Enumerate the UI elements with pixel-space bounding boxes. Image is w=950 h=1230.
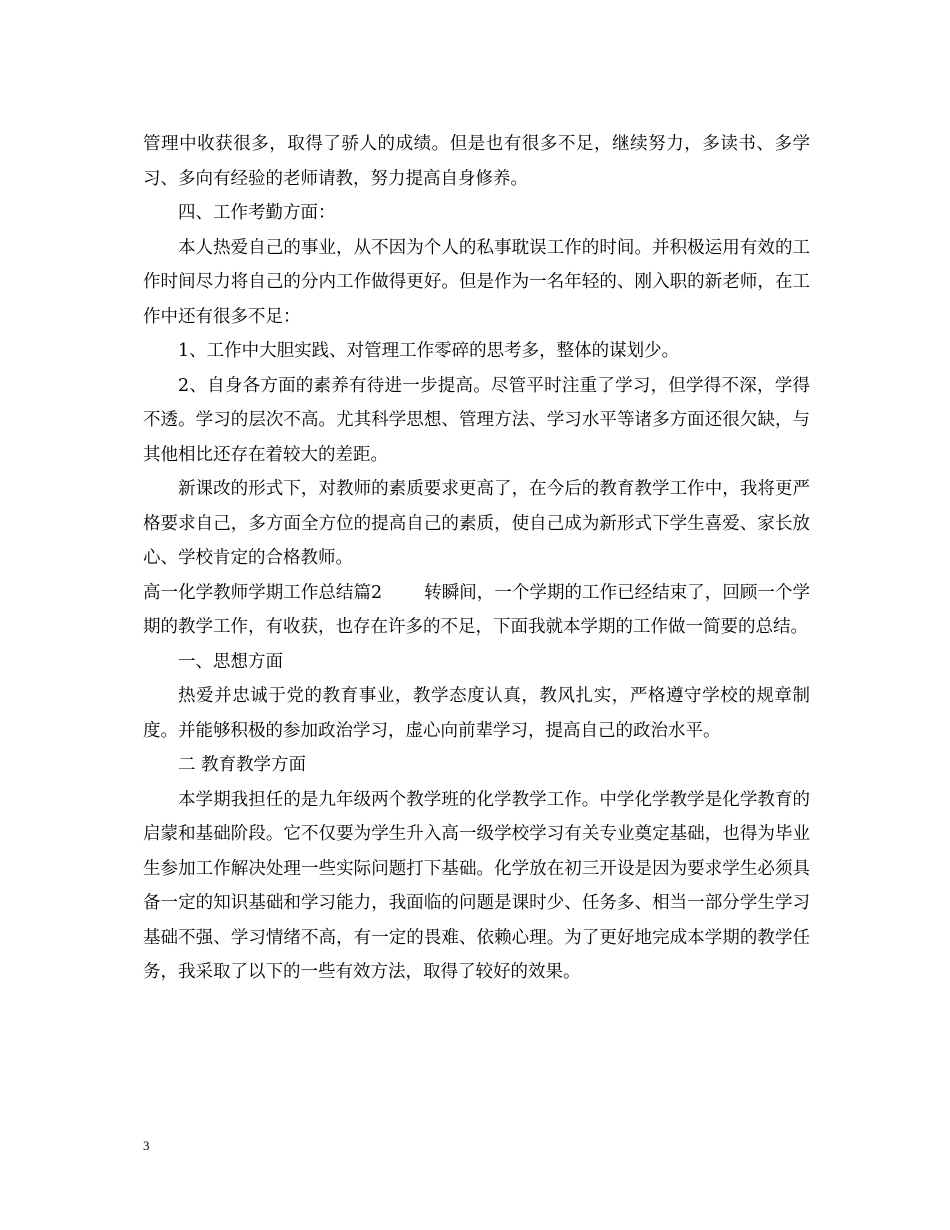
section-start — [143, 576, 810, 645]
list-item-1: 1、工作中大胆实践、对管理工作零碎的思考多，整体的谋划少。 — [178, 341, 680, 361]
section-title: 高一化学教师学期工作总结篇2 — [143, 582, 383, 603]
paragraph-teaching: 本学期我担任的是九年级两个教学班的化学教学工作。中学化学教学是化学教育的启蒙和基础阶段。它不仅要为学生升入高一级学校学习有关专业奠定基础，也得为毕业生参加工作解决处理一些实际问题打下基础。化学放在初三开设是因为要求学生必须具备一定的知识基础和学习能力，我面临的问题是课时少、任务多、相当一部分学生学习基础不强、学习情绪不高，有一定的畏难、依赖心理。为了更好地完成本学期的教学任务，我采取了以下的一些有效方法，取得了较好的效果。 — [143, 789, 810, 982]
document-body — [143, 127, 810, 990]
heading-attendance: 四、工作考勤方面： — [178, 203, 336, 223]
list-item-2: 2、自身各方面的素养有待进一步提高。尽管平时注重了学习，但学得不深，学得不透。学习的层次不高。尤其科学思想、管理方法、学习水平等诸多方面还很欠缺，与其他相比还存在着较大的差距。 — [143, 375, 810, 465]
paragraph-1: 管理中收获很多，取得了骄人的成绩。但是也有很多不足，继续努力，多读书、多学习、多向有经验的老师请教，努力提高自身修养。 — [143, 134, 810, 189]
paragraph-thought: 热爱并忠诚于党的教育事业，教学态度认真，教风扎实，严格遵守学校的规章制度。并能够积极的参加政治学习，虚心向前辈学习，提高自己的政治水平。 — [143, 686, 810, 741]
paragraph-new-curriculum: 新课改的形式下，对教师的素质要求更高了，在今后的教育教学工作中，我将更严格要求自己，多方面全方位的提高自己的素质，使自己成为新形式下学生喜爱、家长放心、学校肯定的合格教师。 — [143, 479, 810, 568]
paragraph-attendance: 本人热爱自己的事业，从不因为个人的私事耽误工作的时间。并积极运用有效的工作时间尽力将自己的分内工作做得更好。但是作为一名年轻的、刚入职的新老师，在工作中还有很多不足： — [143, 237, 810, 327]
page-number: 3 — [143, 1138, 150, 1153]
heading-thought: 一、思想方面 — [178, 651, 283, 672]
heading-teaching: 二 教育教学方面 — [178, 755, 307, 775]
section-intro: 转瞬间，一个学期的工作已经结束了，回顾一个学期的教学工作，有收获，也存在许多的不足，下面我就本学期的工作做一简要的总结。 — [143, 582, 810, 637]
